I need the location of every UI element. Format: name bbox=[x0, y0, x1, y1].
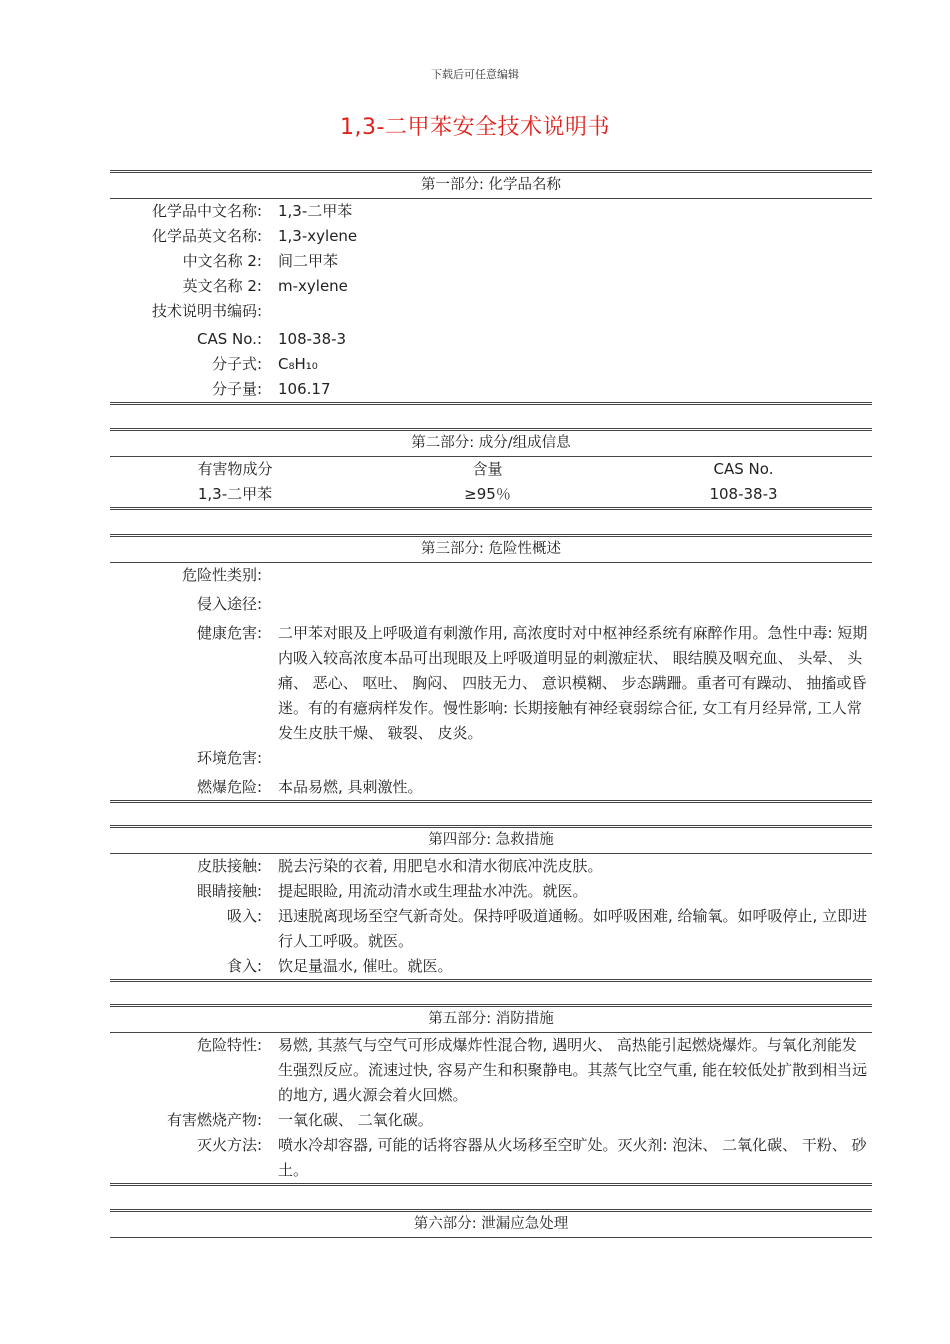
section-heading: 第五部分: 消防措施 bbox=[110, 1004, 872, 1033]
section-heading: 第四部分: 急救措施 bbox=[110, 825, 872, 854]
field-row bbox=[110, 1033, 872, 1108]
section-part2 bbox=[110, 428, 872, 510]
section-part6 bbox=[110, 1209, 872, 1238]
section-heading: 第一部分: 化学品名称 bbox=[110, 170, 872, 199]
field-label: 危险特性: bbox=[196, 1036, 262, 1054]
field-label: 健康危害: bbox=[196, 624, 262, 642]
field-label: 英文名称 2: bbox=[182, 277, 262, 295]
column-header: 有害物成分 bbox=[197, 460, 273, 478]
field-row bbox=[110, 224, 872, 249]
field-row bbox=[110, 854, 872, 879]
field-value: m-xylene bbox=[278, 277, 348, 295]
field-value: C₈H₁₀ bbox=[278, 355, 318, 373]
section-body bbox=[110, 854, 872, 982]
field-label: CAS No.: bbox=[197, 330, 262, 348]
composition-table bbox=[110, 457, 872, 510]
field-value: 易燃, 其蒸气与空气可形成爆炸性混合物, 遇明火、 高热能引起燃烧爆炸。与氧化剂能发生强烈反应。流速过快, 容易产生和积聚静电。其蒸气比空气重, 能在较低处扩散到相当远的地方, 遇火源会着火回燃。 bbox=[278, 1036, 868, 1104]
field-row bbox=[110, 621, 872, 746]
field-label: 分子量: bbox=[211, 380, 262, 398]
header-note: 下载后可任意编辑 bbox=[431, 68, 519, 81]
table-cell: ≥95％ bbox=[464, 485, 511, 503]
field-label: 食入: bbox=[226, 957, 262, 975]
field-row bbox=[110, 592, 872, 621]
field-label: 侵入途径: bbox=[196, 595, 262, 613]
table-row bbox=[110, 482, 872, 507]
field-value bbox=[278, 563, 868, 592]
field-label: 燃爆危险: bbox=[196, 778, 262, 796]
field-row bbox=[110, 879, 872, 904]
field-row bbox=[110, 249, 872, 274]
field-row bbox=[110, 327, 872, 352]
section-body bbox=[110, 563, 872, 803]
field-row bbox=[110, 563, 872, 592]
field-label: 化学品中文名称: bbox=[151, 202, 262, 220]
field-row bbox=[110, 377, 872, 402]
field-value: 二甲苯对眼及上呼吸道有刺激作用, 高浓度时对中枢神经系统有麻醉作用。急性中毒: 短期内吸入较高浓度本品可出现眼及上呼吸道明显的刺激症状、 眼结膜及咽充血、 头晕、 头痛、 恶心、 呕吐、 胸闷、 四肢无力、 意识模糊、 步态蹒跚。重者可有躁动、 抽搐或昏迷。有的有癔病样发作。慢性影响: 长期接触有神经衰弱综合征, 女工有月经异常, 工人常发生皮肤干燥、 皲裂、 皮炎。 bbox=[278, 624, 868, 742]
table-cell: 1,3-二甲苯 bbox=[197, 485, 273, 503]
field-value: 迅速脱离现场至空气新奇处。保持呼吸道通畅。如呼吸困难, 给输氧。如呼吸停止, 立即进行人工呼吸。就医。 bbox=[278, 907, 868, 950]
field-row bbox=[110, 1133, 872, 1183]
section-heading: 第三部分: 危险性概述 bbox=[110, 534, 872, 563]
field-value: 本品易燃, 具刺激性。 bbox=[278, 778, 423, 796]
field-row bbox=[110, 904, 872, 954]
column-header: 含量 bbox=[472, 460, 503, 478]
field-label: 吸入: bbox=[226, 907, 262, 925]
document-title: 1,3-二甲苯安全技术说明书 bbox=[340, 115, 610, 140]
field-row bbox=[110, 352, 872, 377]
field-label: 危险性类别: bbox=[181, 566, 262, 584]
section-part5 bbox=[110, 1004, 872, 1186]
field-row bbox=[110, 274, 872, 299]
section-part4 bbox=[110, 825, 872, 982]
field-row bbox=[110, 199, 872, 224]
field-row bbox=[110, 775, 872, 800]
section-part3 bbox=[110, 534, 872, 803]
field-row bbox=[110, 1108, 872, 1133]
column-header: CAS No. bbox=[713, 460, 774, 478]
field-value: 108-38-3 bbox=[278, 330, 347, 348]
field-row bbox=[110, 746, 872, 775]
field-label: 环境危害: bbox=[196, 749, 262, 767]
field-label: 皮肤接触: bbox=[196, 857, 262, 875]
field-row bbox=[110, 954, 872, 979]
field-value bbox=[278, 746, 868, 775]
field-label: 灭火方法: bbox=[196, 1136, 262, 1154]
field-label: 分子式: bbox=[211, 355, 262, 373]
field-label: 中文名称 2: bbox=[182, 252, 262, 270]
field-value: 提起眼睑, 用流动清水或生理盐水冲洗。就医。 bbox=[278, 882, 588, 900]
field-label: 技术说明书编码: bbox=[151, 302, 262, 320]
field-value: 1,3-二甲苯 bbox=[278, 202, 353, 220]
table-header-row bbox=[110, 457, 872, 482]
field-value: 106.17 bbox=[278, 380, 331, 398]
section-body bbox=[110, 1033, 872, 1186]
field-label: 有害燃烧产物: bbox=[166, 1111, 262, 1129]
section-body bbox=[110, 199, 872, 405]
section-part1 bbox=[110, 170, 872, 405]
field-value: 脱去污染的衣着, 用肥皂水和清水彻底冲洗皮肤。 bbox=[278, 857, 603, 875]
field-label: 化学品英文名称: bbox=[151, 227, 262, 245]
field-value: 一氧化碳、 二氧化碳。 bbox=[278, 1111, 433, 1129]
table-cell: 108-38-3 bbox=[709, 485, 778, 503]
field-value: 1,3-xylene bbox=[278, 227, 358, 245]
section-heading: 第六部分: 泄漏应急处理 bbox=[110, 1209, 872, 1238]
field-value bbox=[278, 299, 868, 327]
field-label: 眼睛接触: bbox=[196, 882, 262, 900]
field-value: 饮足量温水, 催吐。就医。 bbox=[278, 957, 453, 975]
section-heading: 第二部分: 成分/组成信息 bbox=[110, 428, 872, 457]
field-value: 喷水冷却容器, 可能的话将容器从火场移至空旷处。灭火剂: 泡沫、 二氧化碳、 干粉、 砂土。 bbox=[278, 1136, 867, 1179]
field-value bbox=[278, 592, 868, 621]
field-row bbox=[110, 299, 872, 327]
field-value: 间二甲苯 bbox=[278, 252, 339, 270]
